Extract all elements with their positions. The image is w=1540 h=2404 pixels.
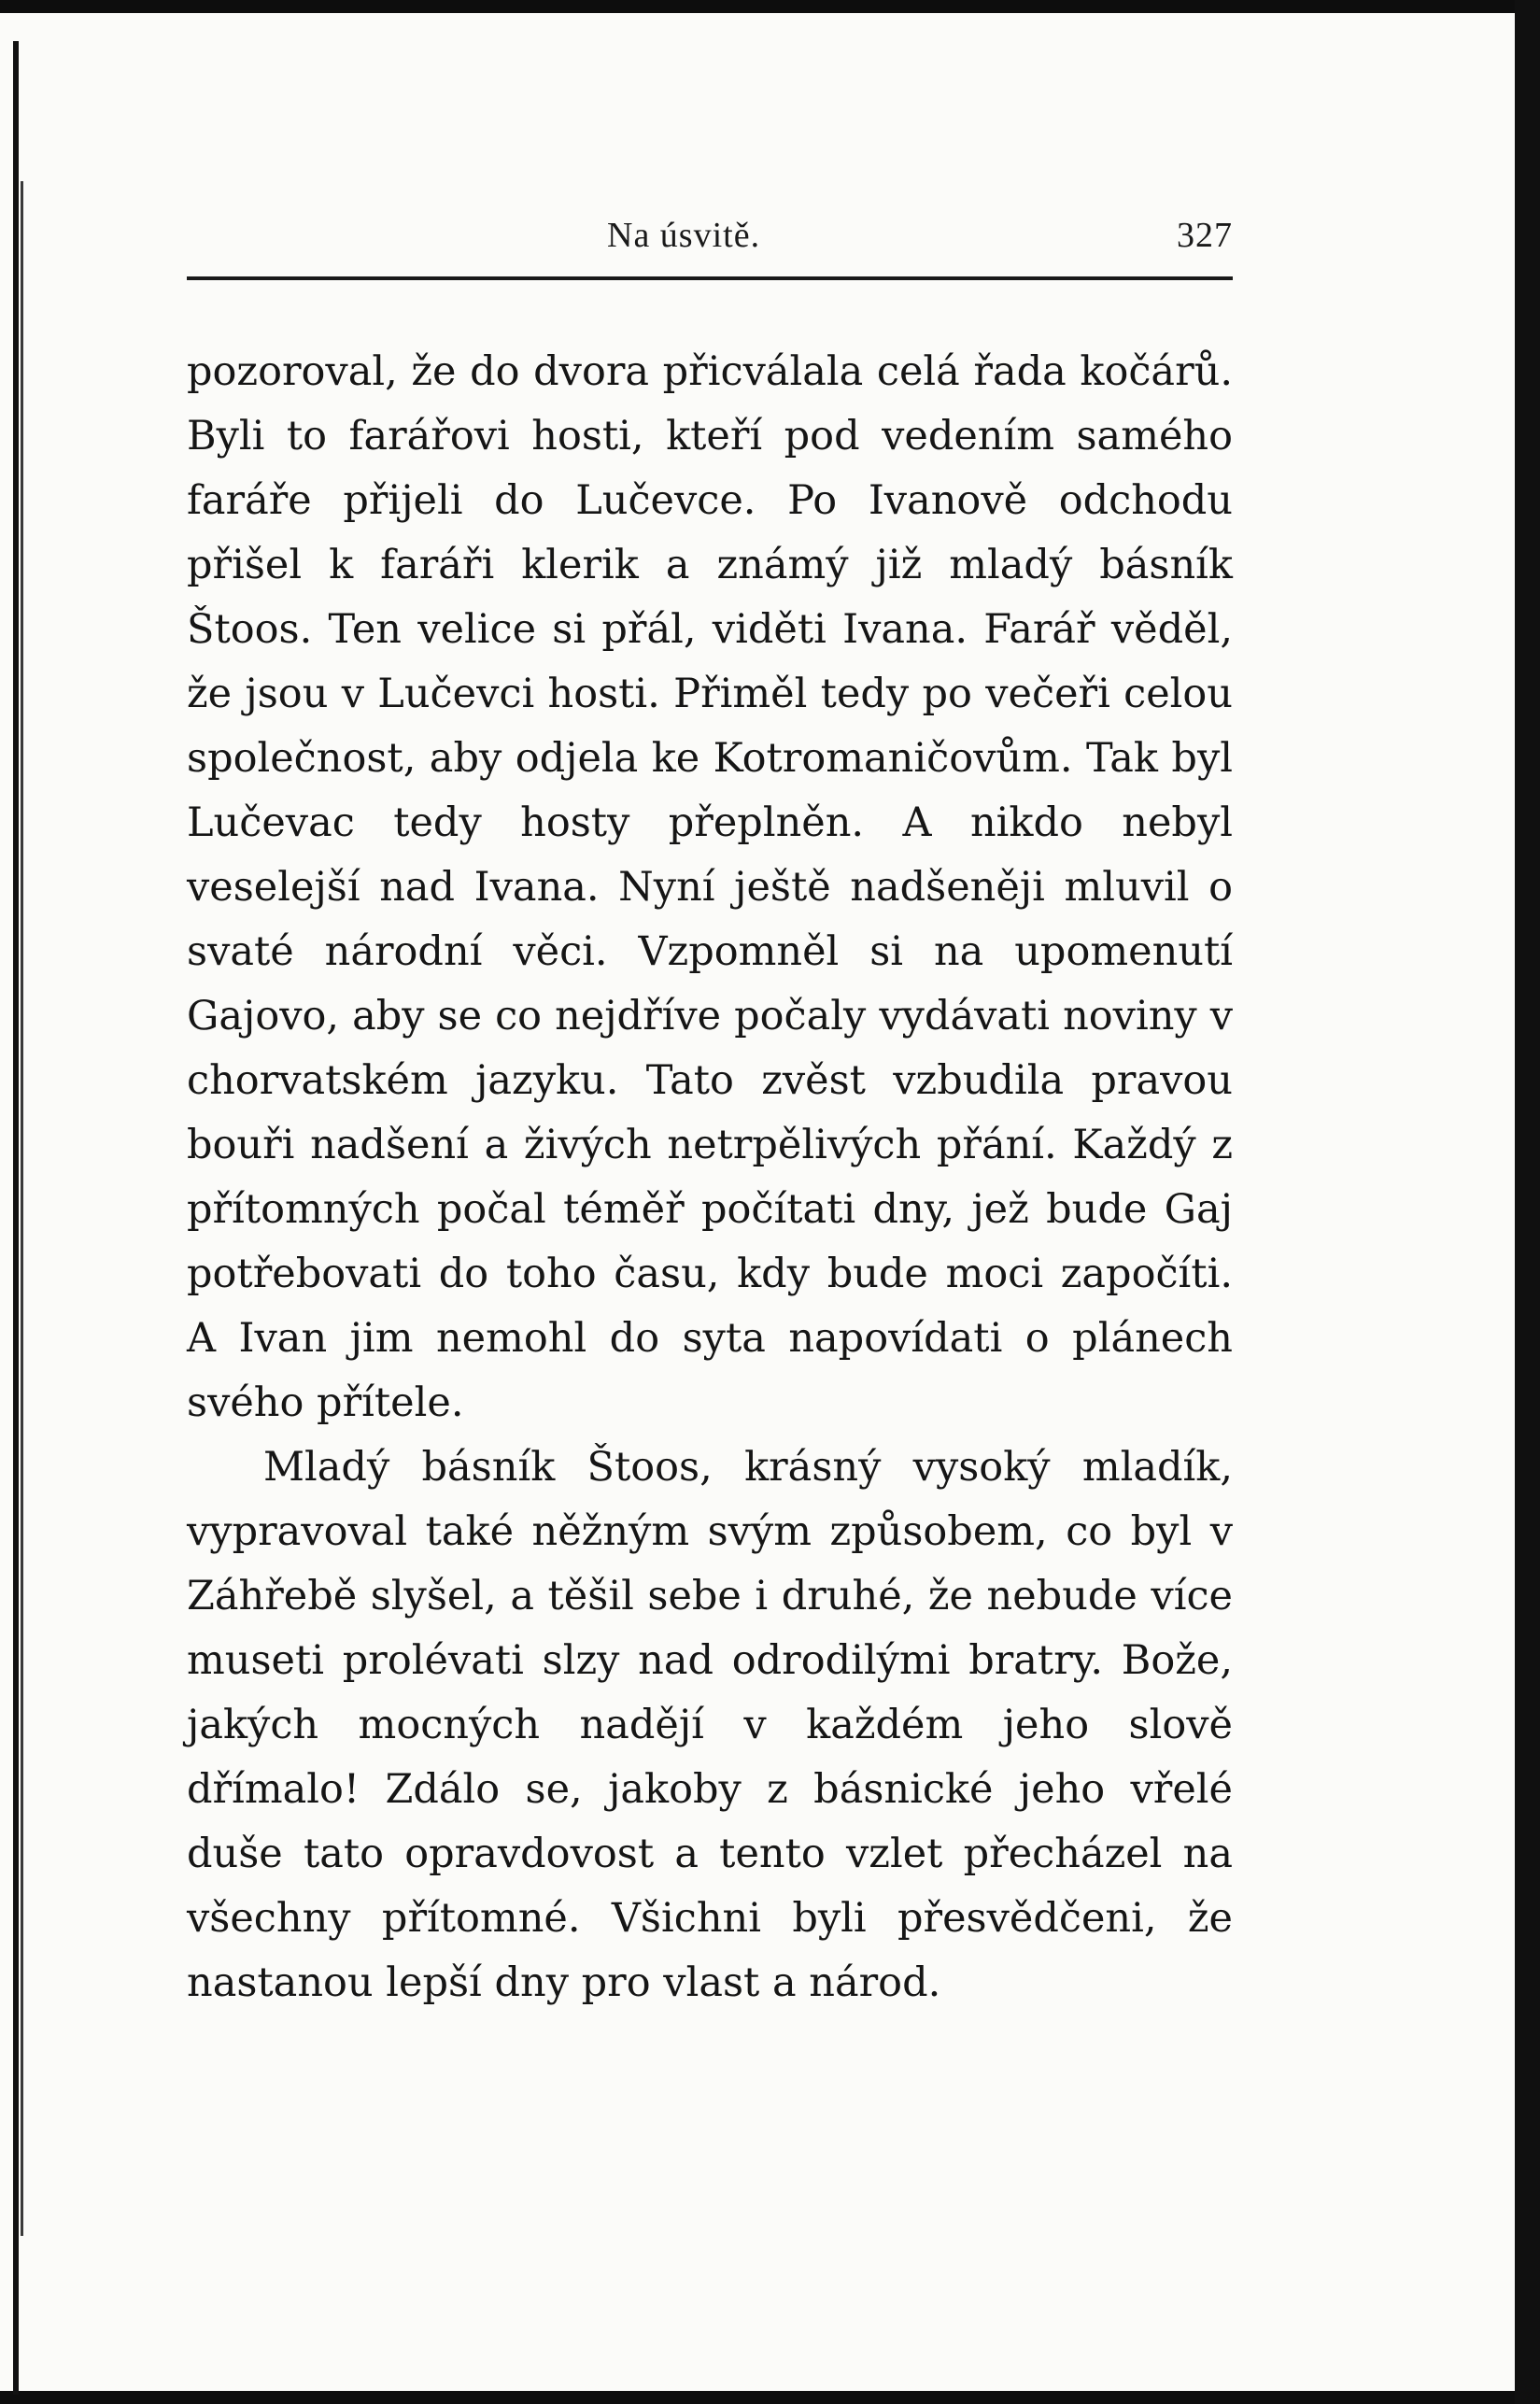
- binding-shadow: [21, 181, 23, 2236]
- header-rule: [187, 276, 1233, 280]
- paper-sheet: [0, 13, 1515, 2391]
- body-text: [187, 340, 1233, 2015]
- page-number: 327: [1177, 216, 1233, 255]
- scan-border-right: [1515, 0, 1540, 2404]
- page-header: [187, 207, 1233, 273]
- paragraph-2: Mladý básník Štoos, krásný vysoký mladík, vypravoval také něžným svým způsobem, co byl v Záhřebě slyšel, a těšil sebe i druhé, že nebude více museti prolévati slzy nad odrodilými bratry. Bože, jakých mocných nadějí v každém jeho slově dřímalo! Zdálo se, jakoby z básnické jeho vřelé duše tato opravdovost a tento vzlet přecházel na všechny přítomné. Všichni byli přesvědčeni, že nastanou lepší dny pro vlast a národ.: [187, 1444, 1233, 2006]
- paragraph-1: pozoroval, že do dvora přicválala celá řada kočárů. Byli to farářovi hosti, kteří pod vedením samého faráře přijeli do Lučevce. Po Ivanově odchodu přišel k faráři klerik a známý již mladý básník Štoos. Ten velice si přál, viděti Ivana. Farář věděl, že jsou v Lučevci hosti. Přiměl tedy po večeři celou společnost, aby odjela ke Kotromaničovům. Tak byl Lučevac tedy hosty přeplněn. A nikdo nebyl veselejší nad Ivana. Nyní ještě nadšeněji mluvil o svaté národní věci. Vzpomněl si na upomenutí Gajovo, aby se co nejdříve počaly vydávati noviny v chorvatském jazyku. Tato zvěst vzbudila pravou bouři nadšení a živých netrpělivých přání. Každý z přítomných počal téměř počítati dny, jež bude Gaj potřebovati do toho času, kdy bude moci započíti. A Ivan jim nemohl do syta napovídati o plánech svého přítele.: [187, 348, 1233, 1426]
- running-title: Na úsvitě.: [607, 216, 761, 255]
- binding-edge: [13, 41, 19, 2395]
